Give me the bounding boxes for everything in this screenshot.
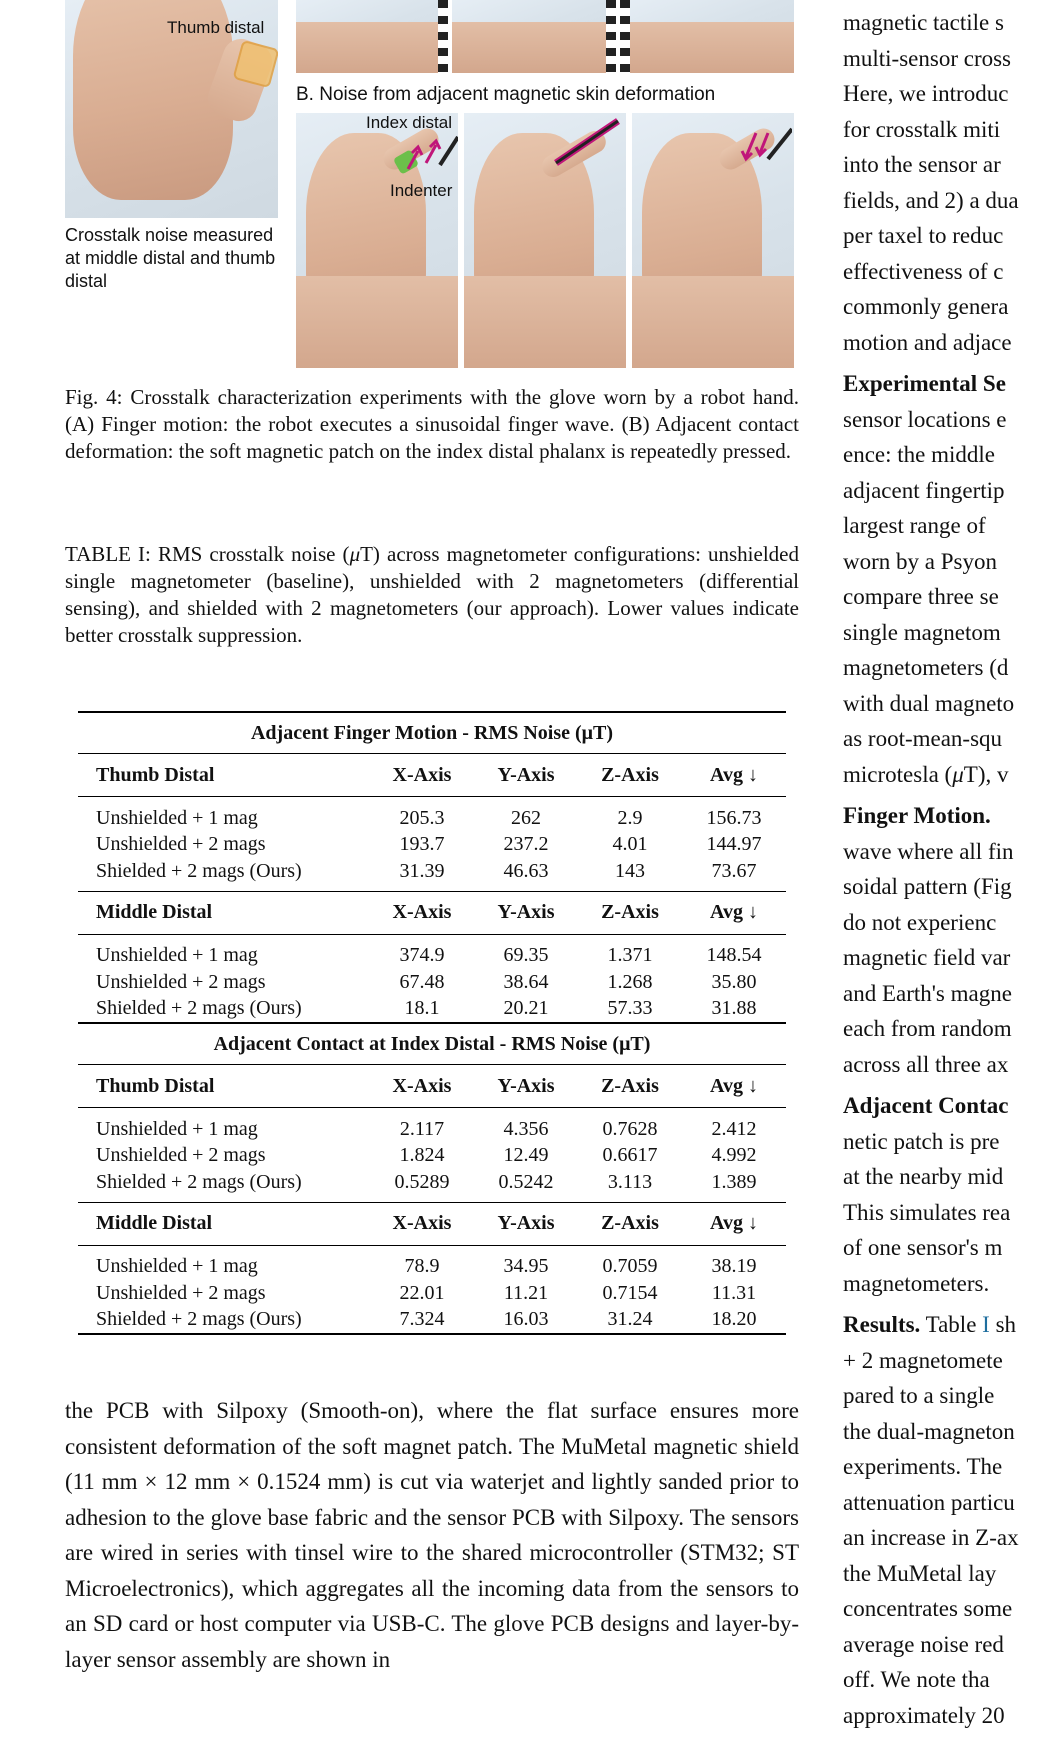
group-name: Middle Distal xyxy=(78,891,370,934)
text-fragment: T), v xyxy=(963,761,1009,787)
text-fragment: sh xyxy=(995,1312,1017,1337)
col-z-axis: Z-Axis xyxy=(578,1202,682,1245)
row-label: Unshielded + 2 mags xyxy=(96,970,266,993)
text-line: average noise red xyxy=(843,1631,1004,1657)
cell-x: 0.5289 xyxy=(394,1170,450,1193)
section-title: Adjacent Contact at Index Distal - RMS Noise (μT) xyxy=(78,1023,786,1065)
cell-z: 1.268 xyxy=(607,970,653,993)
results-heading xyxy=(843,1307,1059,1343)
text-line: off. We note tha xyxy=(843,1667,990,1692)
cell-z: 57.33 xyxy=(578,996,682,1024)
text-line: for crosstalk miti xyxy=(843,116,1001,142)
heading-text: Finger Motion. xyxy=(843,803,991,828)
cell-y: 20.21 xyxy=(474,996,578,1024)
text-line: experiments. The xyxy=(843,1454,1003,1479)
text-line: adjacent fingertip xyxy=(843,477,1005,503)
cell-y: 46.63 xyxy=(503,859,549,882)
cell-avg: 35.80 xyxy=(711,970,757,993)
cell-avg: 11.31 xyxy=(711,1281,757,1304)
text-line: magnetic field var xyxy=(843,945,1011,970)
cell-x: 1.824 xyxy=(399,1144,445,1167)
text-line: motion and adjace xyxy=(843,329,1012,355)
table-caption-mu: μ xyxy=(349,542,361,566)
table-caption xyxy=(65,541,799,649)
thumb-distal-label: Thumb distal xyxy=(167,18,265,37)
text-fragment: Table xyxy=(925,1312,977,1337)
text-line: largest range of xyxy=(843,513,986,538)
text-line: Here, we introduc xyxy=(843,81,1009,106)
text-line: netic patch is pre xyxy=(843,1128,1000,1154)
cell-y: 34.95 xyxy=(503,1255,549,1278)
text-line: into the sensor ar xyxy=(843,152,1001,177)
section-title-row xyxy=(78,712,786,754)
index-distal-label: Index distal xyxy=(366,113,452,132)
text-line: with dual magneto xyxy=(843,690,1015,716)
row-label: Shielded + 2 mags (Ours) xyxy=(96,859,302,882)
cell-y: 38.64 xyxy=(503,970,549,993)
text-line: single magnetom xyxy=(843,619,1001,645)
col-x-axis: X-Axis xyxy=(370,754,474,797)
text-line: effectiveness of c xyxy=(843,258,1004,284)
cell-x: 78.9 xyxy=(404,1255,440,1278)
cell-avg: 31.88 xyxy=(682,996,786,1024)
table-row xyxy=(78,1169,786,1202)
panel-b-photo-2 xyxy=(464,113,626,368)
cell-avg: 18.20 xyxy=(682,1307,786,1335)
table-reference-link[interactable]: I xyxy=(982,1312,990,1337)
cell-avg: 1.389 xyxy=(711,1170,757,1193)
text-line: soidal pattern (Fig xyxy=(843,874,1012,899)
text-line: commonly genera xyxy=(843,294,1009,319)
table-row xyxy=(78,969,786,996)
cell-y: 69.35 xyxy=(503,944,549,967)
col-y-axis: Y-Axis xyxy=(474,754,578,797)
table-row xyxy=(78,1143,786,1170)
cell-avg: 38.19 xyxy=(711,1255,757,1278)
cell-z: 31.24 xyxy=(578,1307,682,1335)
cell-avg: 144.97 xyxy=(706,833,762,856)
col-x-axis: X-Axis xyxy=(370,1065,474,1108)
row-label: Unshielded + 1 mag xyxy=(96,806,258,829)
panel-a-photo-1 xyxy=(296,0,448,73)
col-avg: Avg ↓ xyxy=(682,891,786,934)
cell-x: 374.9 xyxy=(399,944,445,967)
panel-a-photo-3 xyxy=(620,0,794,73)
col-avg: Avg ↓ xyxy=(682,1202,786,1245)
text-line: across all three ax xyxy=(843,1051,1009,1077)
cell-x: 2.117 xyxy=(399,1117,445,1140)
cell-x: 7.324 xyxy=(370,1307,474,1335)
indenter-arrows-up-icon xyxy=(400,129,458,189)
panel-b-title: B. Noise from adjacent magnetic skin deformation xyxy=(296,84,716,105)
row-label: Unshielded + 1 mag xyxy=(96,944,258,967)
col-z-axis: Z-Axis xyxy=(578,1065,682,1108)
cell-avg: 73.67 xyxy=(711,859,757,882)
panel-a-photo-2 xyxy=(452,0,616,73)
text-line: magnetometers. xyxy=(843,1270,990,1296)
cell-y: 12.49 xyxy=(503,1144,549,1167)
finger-motion-heading xyxy=(843,798,1059,834)
results-table xyxy=(78,711,786,1335)
text-line: the dual-magneton xyxy=(843,1418,1015,1444)
left-figure-caption: Crosstalk noise measured at middle distal and thumb distal xyxy=(65,225,276,291)
row-label: Shielded + 2 mags (Ours) xyxy=(78,996,370,1024)
mu-symbol: μ xyxy=(952,761,964,787)
col-y-axis: Y-Axis xyxy=(474,891,578,934)
cell-z: 0.7628 xyxy=(602,1117,658,1140)
text-line: at the nearby mid xyxy=(843,1164,1004,1189)
cell-x: 22.01 xyxy=(399,1281,445,1304)
text-line: This simulates rea xyxy=(843,1199,1011,1225)
group-name: Thumb Distal xyxy=(78,1065,370,1108)
text-line: compare three se xyxy=(843,584,999,609)
col-x-axis: X-Axis xyxy=(370,1202,474,1245)
text-line: ence: the middle xyxy=(843,442,995,467)
text-line xyxy=(843,757,1059,793)
group-name: Middle Distal xyxy=(78,1202,370,1245)
text-line: the MuMetal lay xyxy=(843,1560,997,1586)
col-z-axis: Z-Axis xyxy=(578,754,682,797)
text-line: + 2 magnetomete xyxy=(843,1347,1003,1373)
text-line: per taxel to reduc xyxy=(843,223,1004,248)
indenter-arrows-down-icon xyxy=(732,123,792,183)
table-caption-pre: TABLE I: RMS crosstalk noise ( xyxy=(65,542,350,566)
text-line: attenuation particu xyxy=(843,1489,1015,1515)
heading-text: Adjacent Contac xyxy=(843,1093,1009,1118)
cell-x: 205.3 xyxy=(399,806,445,829)
cell-z: 143 xyxy=(615,859,645,882)
cell-z: 0.7059 xyxy=(602,1255,658,1278)
row-label: Unshielded + 1 mag xyxy=(96,1255,258,1278)
cell-avg: 156.73 xyxy=(706,806,762,829)
panel-b-photo-3 xyxy=(632,113,794,368)
text-line: approximately 20 xyxy=(843,1702,1005,1728)
table-row xyxy=(78,1108,786,1143)
cell-y: 0.5242 xyxy=(498,1170,554,1193)
group-header-row xyxy=(78,1202,786,1245)
row-label: Unshielded + 2 mags xyxy=(96,1281,266,1304)
cell-avg: 148.54 xyxy=(706,944,762,967)
figure-caption: Fig. 4: Crosstalk characterization experiments with the glove worn by a robot hand. (A) Finger motion: the robot executes a sinusoidal finger wave. (B) Adjacent contact deformation: the soft magnetic patch on the index distal phalanx is repeatedly pressed. xyxy=(65,385,799,463)
table-row xyxy=(78,858,786,891)
text-line: fields, and 2) a dua xyxy=(843,187,1019,213)
text-line: an increase in Z-ax xyxy=(843,1525,1019,1550)
thumb-photo xyxy=(65,0,278,218)
text-line: magnetic tactile s xyxy=(843,10,1004,35)
table-row xyxy=(78,934,786,969)
text-line: each from random xyxy=(843,1016,1012,1041)
cell-y: 237.2 xyxy=(503,833,549,856)
group-name: Thumb Distal xyxy=(78,754,370,797)
adjacent-contact-heading xyxy=(843,1088,1059,1124)
table-row xyxy=(78,1307,786,1335)
row-label: Unshielded + 2 mags xyxy=(96,833,266,856)
cell-y: 16.03 xyxy=(474,1307,578,1335)
cell-y: 4.356 xyxy=(503,1117,549,1140)
group-header-row xyxy=(78,891,786,934)
cell-y: 11.21 xyxy=(503,1281,549,1304)
col-x-axis: X-Axis xyxy=(370,891,474,934)
cell-z: 3.113 xyxy=(607,1170,653,1193)
right-column xyxy=(843,5,1059,1733)
cell-avg: 4.992 xyxy=(711,1144,757,1167)
cell-x: 18.1 xyxy=(370,996,474,1024)
cell-z: 0.6617 xyxy=(602,1144,658,1167)
col-y-axis: Y-Axis xyxy=(474,1202,578,1245)
cell-z: 2.9 xyxy=(617,806,643,829)
text-line: pared to a single xyxy=(843,1383,995,1408)
cell-z: 4.01 xyxy=(612,833,648,856)
group-header-row xyxy=(78,1065,786,1108)
table-row xyxy=(78,1245,786,1280)
text-line: concentrates some xyxy=(843,1596,1013,1621)
text-line: sensor locations e xyxy=(843,406,1007,432)
indenter-icon xyxy=(544,117,624,177)
col-z-axis: Z-Axis xyxy=(578,891,682,934)
cell-x: 193.7 xyxy=(399,833,445,856)
text-line: wave where all fin xyxy=(843,838,1014,864)
cell-z: 1.371 xyxy=(607,944,653,967)
text-line: as root-mean-squ xyxy=(843,726,1003,751)
section-title: Adjacent Finger Motion - RMS Noise (μT) xyxy=(78,712,786,754)
table-row xyxy=(78,1280,786,1307)
row-label: Shielded + 2 mags (Ours) xyxy=(78,1307,370,1335)
table-row xyxy=(78,832,786,859)
cell-x: 31.39 xyxy=(399,859,445,882)
experimental-setup-heading xyxy=(843,366,1059,402)
table-caption-post: T) across magnetometer configurations: unshielded single magnetometer (baseline), unshielded with 2 magnetometers (differential sensing), and shielded with 2 magnetometers (our approach). Lower values indicate better crosstalk suppression. xyxy=(65,542,799,647)
text-line: magnetometers (d xyxy=(843,655,1009,680)
section-title-row xyxy=(78,1023,786,1065)
table-row xyxy=(78,996,786,1024)
group-header-row xyxy=(78,754,786,797)
text-line: multi-sensor cross xyxy=(843,45,1012,71)
row-label: Shielded + 2 mags (Ours) xyxy=(96,1170,302,1193)
text-fragment: microtesla ( xyxy=(843,761,953,787)
text-line: worn by a Psyon xyxy=(843,548,997,574)
cell-z: 0.7154 xyxy=(602,1281,658,1304)
cell-x: 67.48 xyxy=(399,970,445,993)
text-line: of one sensor's m xyxy=(843,1235,1003,1260)
panel-b-photo-1 xyxy=(296,113,458,368)
cell-y: 262 xyxy=(511,806,541,829)
table-row xyxy=(78,797,786,832)
row-label: Unshielded + 1 mag xyxy=(96,1117,258,1140)
heading-text: Experimental Se xyxy=(843,371,1006,396)
heading-text: Results. xyxy=(843,1312,921,1337)
cell-avg: 2.412 xyxy=(711,1117,757,1140)
col-avg: Avg ↓ xyxy=(682,1065,786,1108)
text-line: and Earth's magne xyxy=(843,980,1012,1006)
indenter-label: Indenter xyxy=(390,181,453,200)
row-label: Unshielded + 2 mags xyxy=(96,1144,266,1167)
col-avg: Avg ↓ xyxy=(682,754,786,797)
body-paragraph: the PCB with Silpoxy (Smooth-on), where the flat surface ensures more consistent deformation of the soft magnet patch. The MuMetal magnetic shield (11 mm × 12 mm × 0.1524 mm) is cut via waterjet and lightly sanded prior to adhesion to the glove base fabric and the sensor PCB with Silpoxy. The sensors are wired in series with tinsel wire to the shared microcontroller (STM32; ST Microelectronics), which aggregates all the incoming data from the sensors to an SD card or host computer via USB-C. The glove PCB designs and layer-by-layer sensor assembly are shown in xyxy=(65,1398,799,1672)
col-y-axis: Y-Axis xyxy=(474,1065,578,1108)
text-line: do not experienc xyxy=(843,909,997,935)
